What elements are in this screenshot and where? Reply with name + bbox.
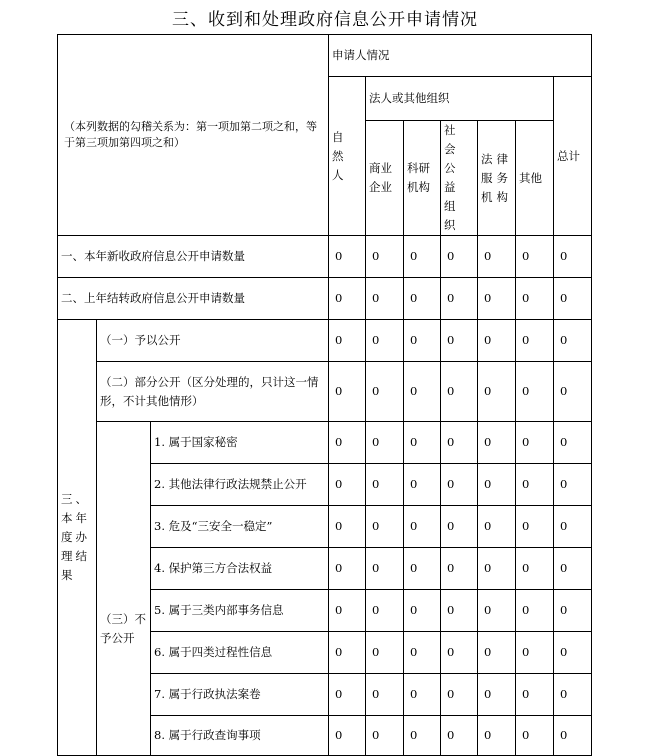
col-public-welfare-org: 社会公益组织 <box>441 121 478 236</box>
cell-value: 0 <box>441 320 478 362</box>
cell-value: 0 <box>329 464 366 506</box>
cell-value: 0 <box>441 506 478 548</box>
cell-value: 0 <box>441 236 478 278</box>
row-label: 1. 属于国家秘密 <box>151 422 329 464</box>
row-label: 6. 属于四类过程性信息 <box>151 632 329 674</box>
table-row <box>58 320 592 362</box>
cell-value: 0 <box>366 590 404 632</box>
total-header: 总计 <box>554 77 592 236</box>
cell-value: 0 <box>441 590 478 632</box>
col-commercial-enterprise: 商业企业 <box>366 121 404 236</box>
cell-value: 0 <box>478 674 516 716</box>
cell-value: 0 <box>441 674 478 716</box>
cell-value: 0 <box>516 236 554 278</box>
cell-value: 0 <box>329 548 366 590</box>
row-label: 8. 属于行政查询事项 <box>151 716 329 756</box>
cell-value: 0 <box>516 464 554 506</box>
natural-person-header: 自然人 <box>329 77 366 236</box>
cell-value: 0 <box>366 548 404 590</box>
col-legal-service-org: 法律服务机构 <box>478 121 516 236</box>
cell-value: 0 <box>329 674 366 716</box>
cell-value: 0 <box>329 716 366 756</box>
not-disclosed-label: （三）不予公开 <box>97 422 151 756</box>
cell-value: 0 <box>329 362 366 422</box>
cell-value: 0 <box>478 362 516 422</box>
cell-value: 0 <box>516 422 554 464</box>
cell-value: 0 <box>478 422 516 464</box>
cell-value: 0 <box>366 362 404 422</box>
cell-value: 0 <box>478 632 516 674</box>
cell-value: 0 <box>366 716 404 756</box>
row-label: 7. 属于行政执法案卷 <box>151 674 329 716</box>
cell-value: 0 <box>554 590 592 632</box>
cell-value: 0 <box>404 632 441 674</box>
cell-value: 0 <box>329 632 366 674</box>
cell-value: 0 <box>554 548 592 590</box>
cell-value: 0 <box>441 422 478 464</box>
cell-value: 0 <box>516 632 554 674</box>
cell-value: 0 <box>441 464 478 506</box>
col-other: 其他 <box>516 121 554 236</box>
page-title: 三、收到和处理政府信息公开申请情况 <box>172 10 478 30</box>
cell-value: 0 <box>554 236 592 278</box>
cell-value: 0 <box>441 716 478 756</box>
row-label: 2. 其他法律行政法规禁止公开 <box>151 464 329 506</box>
cell-value: 0 <box>366 674 404 716</box>
cell-value: 0 <box>441 362 478 422</box>
cell-value: 0 <box>516 674 554 716</box>
statistics-table <box>57 34 592 756</box>
cell-value: 0 <box>404 278 441 320</box>
cell-value: 0 <box>366 464 404 506</box>
table-note: （本列数据的勾稽关系为：第一项加第二项之和，等于第三项加第四项之和） <box>58 35 329 236</box>
cell-value: 0 <box>366 236 404 278</box>
cell-value: 0 <box>554 674 592 716</box>
cell-value: 0 <box>329 320 366 362</box>
cell-value: 0 <box>478 320 516 362</box>
cell-value: 0 <box>516 506 554 548</box>
cell-value: 0 <box>478 548 516 590</box>
cell-value: 0 <box>329 236 366 278</box>
cell-value: 0 <box>366 422 404 464</box>
cell-value: 0 <box>516 548 554 590</box>
cell-value: 0 <box>516 320 554 362</box>
applicant-info-header: 申请人情况 <box>329 35 592 77</box>
cell-value: 0 <box>516 590 554 632</box>
cell-value: 0 <box>366 278 404 320</box>
cell-value: 0 <box>329 278 366 320</box>
cell-value: 0 <box>441 278 478 320</box>
cell-value: 0 <box>554 506 592 548</box>
cell-value: 0 <box>554 362 592 422</box>
cell-value: 0 <box>478 506 516 548</box>
row-label: 3. 危及“三安全一稳定” <box>151 506 329 548</box>
cell-value: 0 <box>404 362 441 422</box>
cell-value: 0 <box>404 506 441 548</box>
cell-value: 0 <box>404 716 441 756</box>
cell-value: 0 <box>329 590 366 632</box>
cell-value: 0 <box>404 236 441 278</box>
cell-value: 0 <box>441 632 478 674</box>
table-row <box>58 278 592 320</box>
cell-value: 0 <box>404 464 441 506</box>
row-label: 5. 属于三类内部事务信息 <box>151 590 329 632</box>
row-label: 4. 保护第三方合法权益 <box>151 548 329 590</box>
cell-value: 0 <box>554 632 592 674</box>
cell-value: 0 <box>554 278 592 320</box>
cell-value: 0 <box>441 548 478 590</box>
cell-value: 0 <box>516 278 554 320</box>
row-label: （二）部分公开（区分处理的，只计这一情形，不计其他情形） <box>97 362 329 422</box>
cell-value: 0 <box>329 422 366 464</box>
cell-value: 0 <box>366 506 404 548</box>
cell-value: 0 <box>329 506 366 548</box>
cell-value: 0 <box>404 674 441 716</box>
cell-value: 0 <box>404 422 441 464</box>
cell-value: 0 <box>554 716 592 756</box>
cell-value: 0 <box>516 716 554 756</box>
cell-value: 0 <box>478 716 516 756</box>
cell-value: 0 <box>366 320 404 362</box>
cell-value: 0 <box>516 362 554 422</box>
cell-value: 0 <box>554 320 592 362</box>
table-row <box>58 236 592 278</box>
cell-value: 0 <box>404 590 441 632</box>
table-row <box>58 422 592 464</box>
cell-value: 0 <box>478 590 516 632</box>
section3-label: 三、本年度办理结果 <box>58 320 97 756</box>
cell-value: 0 <box>478 278 516 320</box>
cell-value: 0 <box>478 464 516 506</box>
row-label: 一、本年新收政府信息公开申请数量 <box>58 236 329 278</box>
cell-value: 0 <box>404 548 441 590</box>
col-research-institution: 科研机构 <box>404 121 441 236</box>
cell-value: 0 <box>404 320 441 362</box>
legal-group-header: 法人或其他组织 <box>366 77 554 121</box>
table-row <box>58 362 592 422</box>
cell-value: 0 <box>554 464 592 506</box>
row-label: （一）予以公开 <box>97 320 329 362</box>
cell-value: 0 <box>478 236 516 278</box>
cell-value: 0 <box>554 422 592 464</box>
cell-value: 0 <box>366 632 404 674</box>
row-label: 二、上年结转政府信息公开申请数量 <box>58 278 329 320</box>
